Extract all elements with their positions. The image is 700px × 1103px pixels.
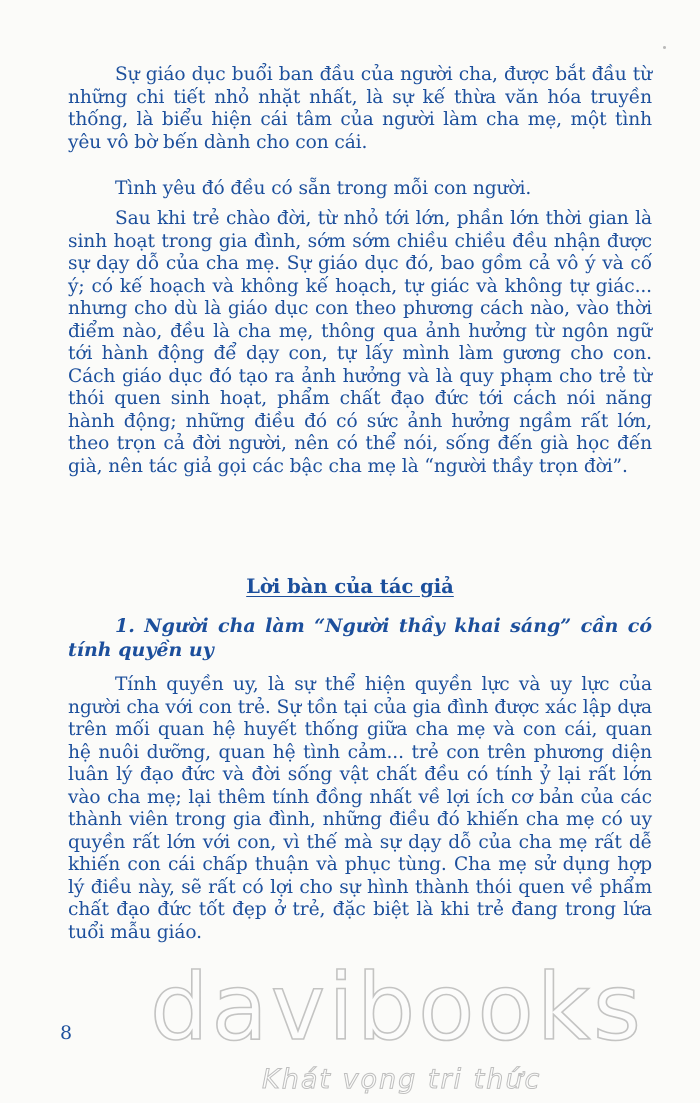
watermark-brand: davibooks	[150, 954, 644, 1061]
watermark	[150, 954, 644, 1095]
paragraph-family-education: Sau khi trẻ chào đời, từ nhỏ tới lớn, phần lớn thời gian là sinh hoạt trong gia đình, sớm sớm chiều chiều đều nhận được sự dạy dỗ của cha mẹ. Sự giáo dục đó, bao gồm cả vô ý và cố ý; có kế hoạch và không kế hoạch, tự giác và không tự giác... nhưng cho dù là giáo dục con theo phương cách nào, vào thời điểm nào, đều là cha mẹ, thông qua ảnh hưởng từ ngôn ngữ tới hành động để dạy con, tự lấy mình làm gương cho con. Cách giáo dục đó tạo ra ảnh hưởng và là quy phạm cho trẻ từ thói quen sinh hoạt, phẩm chất đạo đức tới cách nói năng hành động; những điều đó có sức ảnh hưởng ngầm rất lớn, theo trọn cả đời người, nên có thể nói, sống đến già học đến già, nên tác giả gọi các bậc cha mẹ là “người thầy trọn đời”.	[68, 208, 652, 477]
paper-speck	[663, 46, 666, 49]
paragraph-love: Tình yêu đó đều có sẵn trong mỗi con người.	[115, 178, 532, 199]
paragraph-authority: Tính quyền uy, là sự thể hiện quyền lực và uy lực của người cha với con trẻ. Sự tồn tại của gia đình được xác lập dựa trên mối quan hệ huyết thống giữa cha mẹ và con cái, quan hệ nuôi dưỡng, quan hệ tình cảm... trẻ con trên phương diện luân lý đạo đức và đời sống vật chất đều có tính ỷ lại rất lớn vào cha mẹ; lại thêm tính đồng nhất về lợi ích cơ bản của các thành viên trong gia đình, những điều đó khiến cha mẹ có uy quyền rất lớn với con, vì thế mà sự dạy dỗ của cha mẹ rất dễ khiến con cái chấp thuận và phục tùng. Cha mẹ sử dụng hợp lý điều này, sẽ rất có lợi cho sự hình thành thói quen về phẩm chất đạo đức tốt đẹp ở trẻ, đặc biệt là khi trẻ đang trong lứa tuổi mẫu giáo.	[68, 674, 652, 943]
subheading-authority: 1. Người cha làm “Người thầy khai sáng” cần có tính quyền uy	[68, 615, 652, 661]
paragraph-intro: Sự giáo dục buổi ban đầu của người cha, được bắt đầu từ những chi tiết nhỏ nhặt nhất, là sự kế thừa văn hóa truyền thống, là biểu hiện cái tâm của người làm cha mẹ, một tình yêu vô bờ bến dành cho con cái.	[68, 64, 652, 153]
watermark-tagline: Khát vọng tri thức	[262, 1064, 542, 1095]
section-heading: Lời bàn của tác giả	[246, 575, 454, 598]
page-number: 8	[60, 1022, 73, 1044]
